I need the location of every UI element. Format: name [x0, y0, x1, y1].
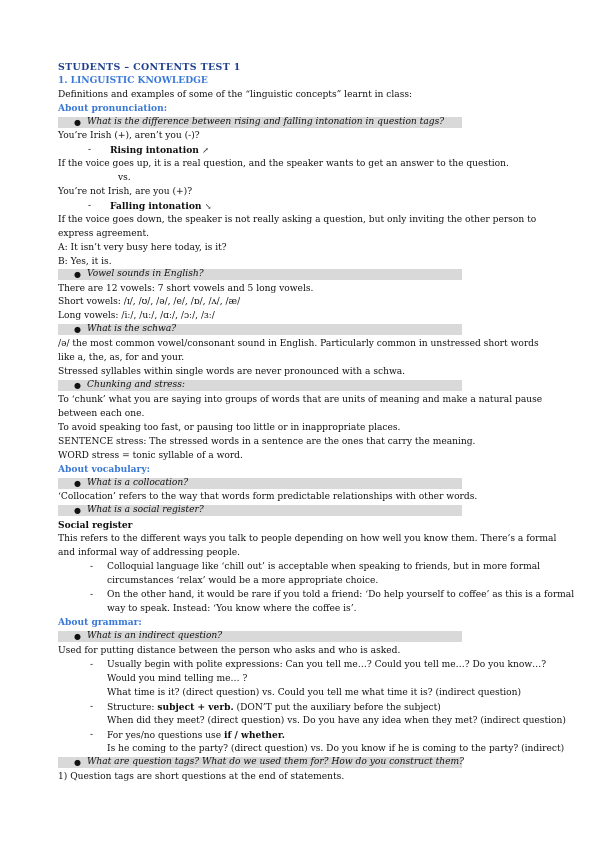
versus-label: vs. — [118, 173, 131, 183]
social-register-heading: Social register — [58, 520, 133, 531]
indirect-bullet-3-example: Is he coming to the party? (direct question) vs. Do you know if he is coming to the party? (indirect) — [107, 744, 565, 754]
bullet-icon: ● — [74, 479, 81, 488]
example-not-irish: You’re not Irish, are you (+)? — [58, 187, 193, 197]
bullet-icon: ● — [74, 632, 81, 641]
rising-arrow-icon: ↗ — [202, 146, 209, 155]
schwa-text-2: like a, the, as, for and your. — [58, 353, 185, 363]
chunk-text-3: To avoid speaking too fast, or pausing too little or in inappropriate places. — [58, 423, 401, 433]
indirect-bullet-2-example: When did they meet? (direct question) vs. Do you have any idea when they met? (indirect question) — [107, 716, 566, 726]
question-chunking: ● Chunking and stress: — [58, 380, 462, 391]
falling-description-1: If the voice goes down, the speaker is not really asking a question, but only inviting the other person to — [58, 215, 537, 225]
question-collocation: ● What is a collocation? — [58, 478, 462, 489]
chunk-text-2: between each one. — [58, 409, 145, 419]
social-text-2: and informal way of addressing people. — [58, 548, 241, 558]
bullet-icon: ● — [74, 325, 81, 334]
vowels-count: There are 12 vowels: 7 short vowels and 5 long vowels. — [58, 284, 314, 294]
example-irish: You’re Irish (+), aren’t you (-)? — [58, 131, 200, 141]
short-vowels: Short vowels: /ɪ/, /ʊ/, /ə/, /e/, /ɒ/, /ʌ/, /æ/ — [58, 297, 241, 307]
chunk-text-5: WORD stress = tonic syllable of a word. — [58, 451, 243, 461]
example-b: B: Yes, it is. — [58, 257, 112, 267]
social-bullet-1-cont: circumstances ‘relax’ would be a more appropriate choice. — [107, 576, 379, 586]
intro-text: Definitions and examples of some of the “linguistic concepts” learnt in class: — [58, 90, 413, 100]
chunk-text-4: SENTENCE stress: The stressed words in a sentence are the ones that carry the meaning. — [58, 437, 476, 447]
indirect-bullet-1-cont: Would you mind telling me… ? — [107, 674, 248, 684]
social-bullet-2-cont: way to speak. Instead: ‘You know where the coffee is’. — [107, 604, 357, 614]
long-vowels: Long vowels: /iː/, /uː/, /ɑː/, /ɔː/, /ɜː/ — [58, 311, 215, 321]
social-text-1: This refers to the different ways you talk to people depending on how well you know them. There’s a formal — [58, 534, 557, 544]
heading-grammar: About grammar: — [58, 617, 142, 628]
falling-description-2: express agreement. — [58, 229, 150, 239]
heading-pronunciation: About pronunciation: — [58, 103, 168, 114]
schwa-text-1: /ə/ the most common vowel/consonant sound in English. Particularly common in unstressed short words — [58, 339, 539, 349]
section-heading-linguistic: 1. LINGUISTIC KNOWLEDGE — [58, 75, 208, 86]
bullet-icon: ● — [74, 758, 81, 767]
example-a: A: It isn’t very busy here today, is it? — [58, 243, 227, 253]
bullet-icon: ● — [74, 270, 81, 279]
question-vowels: ● Vowel sounds in English? — [58, 269, 462, 280]
question-schwa: ● What is the schwa? — [58, 324, 462, 335]
schwa-text-3: Stressed syllables within single words are never pronounced with a schwa. — [58, 367, 406, 377]
question-indirect: ● What is an indirect question? — [58, 631, 462, 642]
indirect-text: Used for putting distance between the person who asks and who is asked. — [58, 646, 401, 656]
collocation-text: ‘Collocation’ refers to the way that words form predictable relationships with other words. — [58, 492, 478, 502]
rising-description: If the voice goes up, it is a real question, and the speaker wants to get an answer to the question. — [58, 159, 509, 169]
heading-vocabulary: About vocabulary: — [58, 464, 150, 475]
tags-text-1: 1) Question tags are short questions at the end of statements. — [58, 772, 345, 782]
chunk-text-1: To ‘chunk’ what you are saying into groups of words that are units of meaning and make a natural pause — [58, 395, 543, 405]
question-intonation: ● What is the difference between rising and falling intonation in question tags? — [58, 117, 462, 128]
falling-arrow-icon: ↘ — [204, 202, 212, 211]
bullet-icon: ● — [74, 118, 81, 127]
question-tags: ● What are question tags? What do we used them for? How do you construct them? — [58, 757, 462, 768]
doc-title: STUDENTS – CONTENTS TEST 1 — [58, 62, 241, 73]
document-page: STUDENTS – CONTENTS TEST 1 1. LINGUISTIC KNOWLEDGE Definitions and examples of some of the “linguistic concepts” learnt in class: About pronunciation: ● What is the difference between rising and falling intonation in question tags? You’re Irish (+), aren’t you (-)? - Rising intonation ↗ If the voice goes up, it is a real question, and the speaker wants to get an answer to the question. vs. You’re not Irish, are you (+)? - Falling intonation ↘ If the voice goes down, the speaker is not really asking a question, but only inviting the other person to express agreement. A: It isn’t very busy here today, is it? B: Yes, it is. ● Vowel sounds in English? There are 12 vowels: 7 short vowels and 5 long vowels. Short vowels: /ɪ/, /ʊ/, /ə/, /e/, /ɒ/, /ʌ/, /æ/ Long vowels: /iː/, /uː/, /ɑː/, /ɔː/, /ɜː/ ● What is the schwa? /ə/ the most common vowel/consonant sound in English. Particularly common in unstressed short words like a, the, as, for and your. Stressed syllables within single words are never pronounced with a schwa. ● Chunking and stress: To ‘chunk’ what you are saying into groups of words that are units of meaning and make a natural pause between each one. To avoid speaking too fast, or pausing too little or in inappropriate places. SENTENCE stress: The stressed words in a sentence are the ones that carry the meaning. WORD stress = tonic syllable of a word. About vocabulary: ● What is a collocation? ‘Collocation’ refers to the way that words form predictable relationships with other words. ● What is a social register? Social register This refers to the different ways you talk to people depending on how well you know them. There’s a formal and informal way of addressing people. - Colloquial language like ‘chill out’ is acceptable when speaking to friends, but in more formal circumstances ‘relax’ would be a more appropriate choice. - On the other hand, it would be rare if you told a friend: ‘Do help yourself to coffee’ as this is a formal way to speak. Instead: ‘You know where the coffee is’. About grammar: ● What is an indirect question? Used for putting distance between the person who asks and who is asked. - Usually begin with polite expressions: Can you tell me…? Could you tell me…? Do you know…? Would you mind telling me… ? What time is it? (direct question) vs. Could you tell me what time it is? (indirect question) - Structure: subject + verb. (DON’T put the auxiliary before the subject) When did they meet? (direct question) vs. Do you have any idea when they met? (indirect question) - For yes/no questions use if / whether. Is he coming to the party? (direct question) vs. Do you know if he is coming to the party? (indirect) ● What are question tags? What do we used them for? How do you construct them? 1) Question tags are short questions at the end of statements. — [58, 62, 575, 782]
question-social-register: ● What is a social register? — [58, 505, 462, 516]
bullet-icon: ● — [74, 381, 81, 390]
indirect-bullet-1-example: What time is it? (direct question) vs. Could you tell me what time it is? (indirect question) — [107, 688, 522, 698]
bullet-icon: ● — [74, 506, 81, 515]
